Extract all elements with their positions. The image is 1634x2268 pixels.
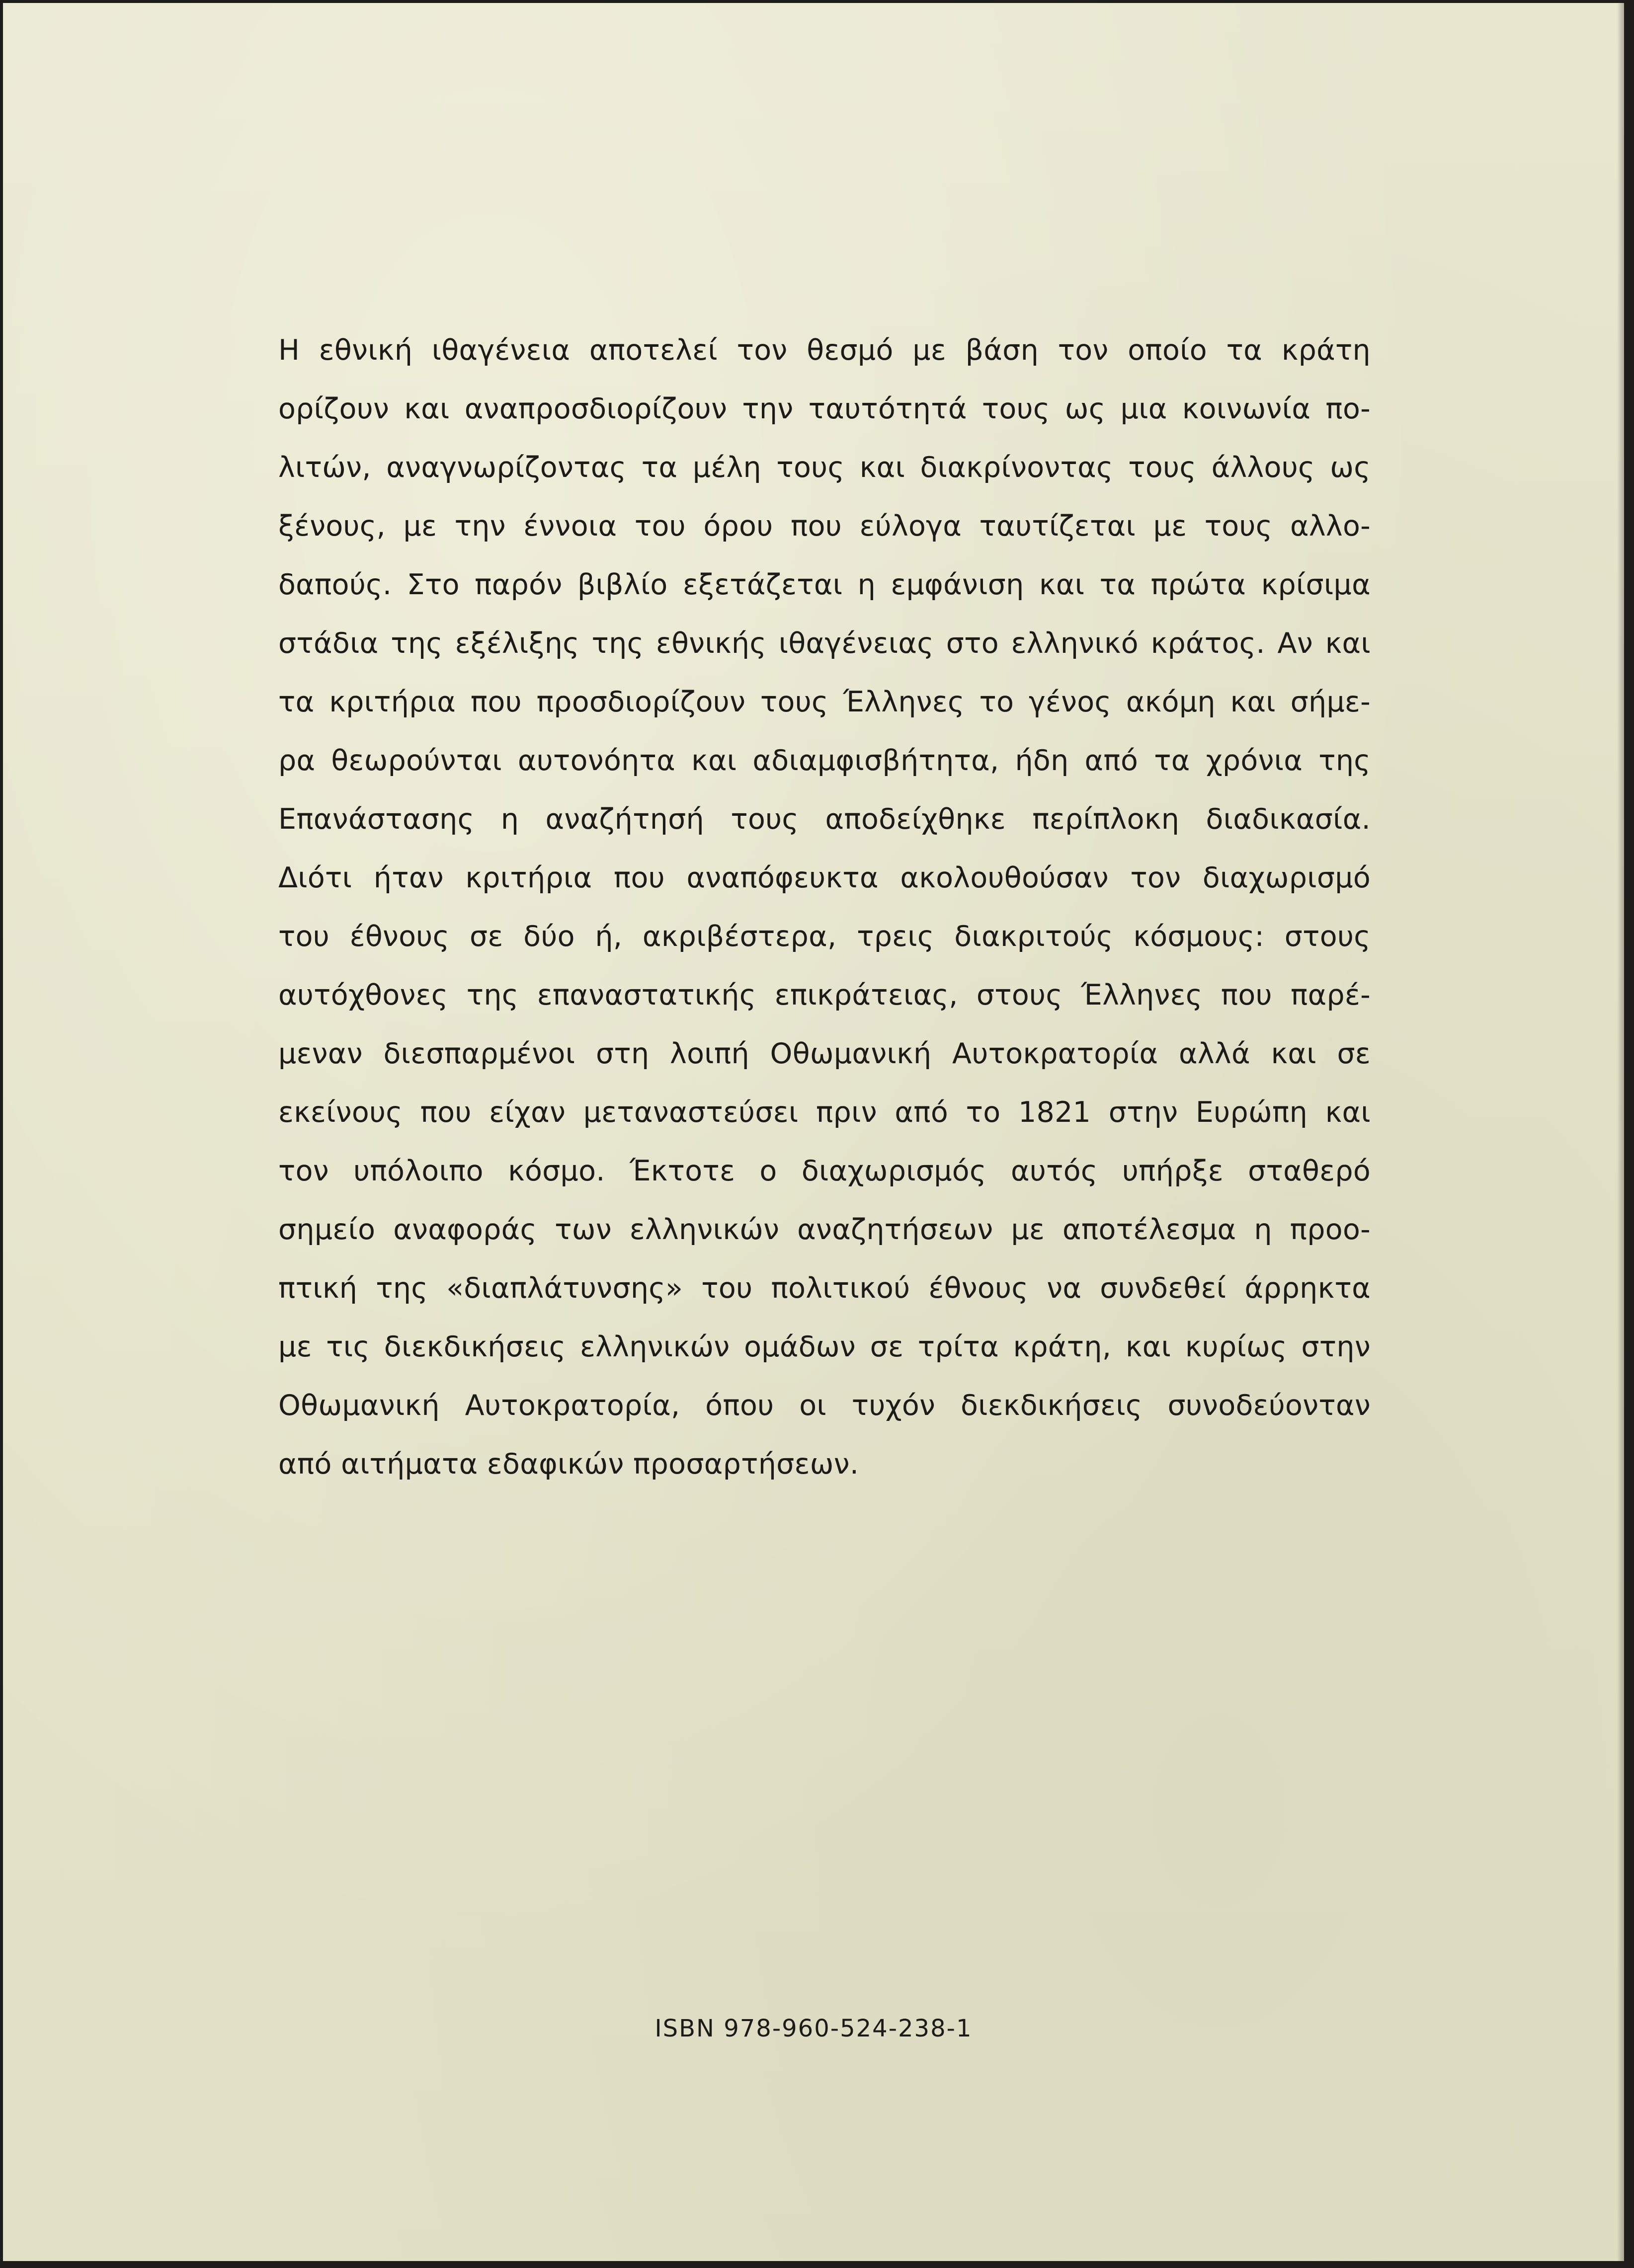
blurb-line: τα κριτήρια που προσδιορίζουν τους Έλληνες το γένος ακόμη και σήμε- [278,686,1371,718]
blurb-line: λιτών, αναγνωρίζοντας τα μέλη τους και διακρίνοντας τους άλλους ως [278,451,1371,484]
blurb-line: στάδια της εξέλιξης της εθνικής ιθαγένειας στο ελληνικό κράτος. Αν και [278,627,1371,660]
isbn-number: ISBN 978-960-524-238-1 [654,2015,973,2042]
blurb-line: Η εθνική ιθαγένεια αποτελεί τον θεσμό με βάση τον οποίο τα κράτη [278,334,1371,367]
blurb-line: με τις διεκδικήσεις ελληνικών ομάδων σε τρίτα κράτη, και κυρίως στην [278,1330,1371,1363]
blurb-line: ρα θεωρούνται αυτονόητα και αδιαμφισβήτητα, ήδη από τα χρόνια της [278,744,1371,777]
back-cover [3,3,1624,2261]
blurb-line: αυτόχθονες της επαναστατικής επικράτειας, στους Έλληνες που παρέ- [278,979,1371,1012]
blurb-line: μεναν διεσπαρμένοι στη λοιπή Οθωμανική Αυτοκρατορία αλλά και σε [278,1037,1371,1070]
blurb-line: Διότι ήταν κριτήρια που αναπόφευκτα ακολουθούσαν τον διαχωρισμό [278,861,1371,894]
blurb-line: ορίζουν και αναπροσδιορίζουν την ταυτότητά τους ως μια κοινωνία πο- [278,392,1371,425]
blurb-line: Οθωμανική Αυτοκρατορία, όπου οι τυχόν διεκδικήσεις συνοδεύονταν [278,1389,1371,1422]
blurb-line: δαπούς. Στο παρόν βιβλίο εξετάζεται η εμφάνιση και τα πρώτα κρίσιμα [278,568,1371,601]
blurb-line: Επανάστασης η αναζήτησή τους αποδείχθηκε περίπλοκη διαδικασία. [278,803,1371,836]
scan-edge-shadow [1617,3,1624,2261]
blurb-line: πτική της «διαπλάτυνσης» του πολιτικού έθνους να συνδεθεί άρρηκτα [278,1272,1371,1305]
blurb-line: του έθνους σε δύο ή, ακριβέστερα, τρεις διακριτούς κόσμους: στους [278,920,1371,953]
blurb-line: ξένους, με την έννοια του όρου που εύλογα ταυτίζεται με τους αλλο- [278,510,1371,543]
blurb-line: από αιτήματα εδαφικών προσαρτήσεων. [278,1448,859,1481]
blurb-line: εκείνους που είχαν μεταναστεύσει πριν από το 1821 στην Ευρώπη και [278,1096,1371,1129]
blurb-line: τον υπόλοιπο κόσμο. Έκτοτε ο διαχωρισμός αυτός υπήρξε σταθερό [278,1155,1371,1187]
blurb-text [278,321,1371,1493]
blurb-line: σημείο αναφοράς των ελληνικών αναζητήσεων με αποτέλεσμα η προο- [278,1213,1371,1246]
